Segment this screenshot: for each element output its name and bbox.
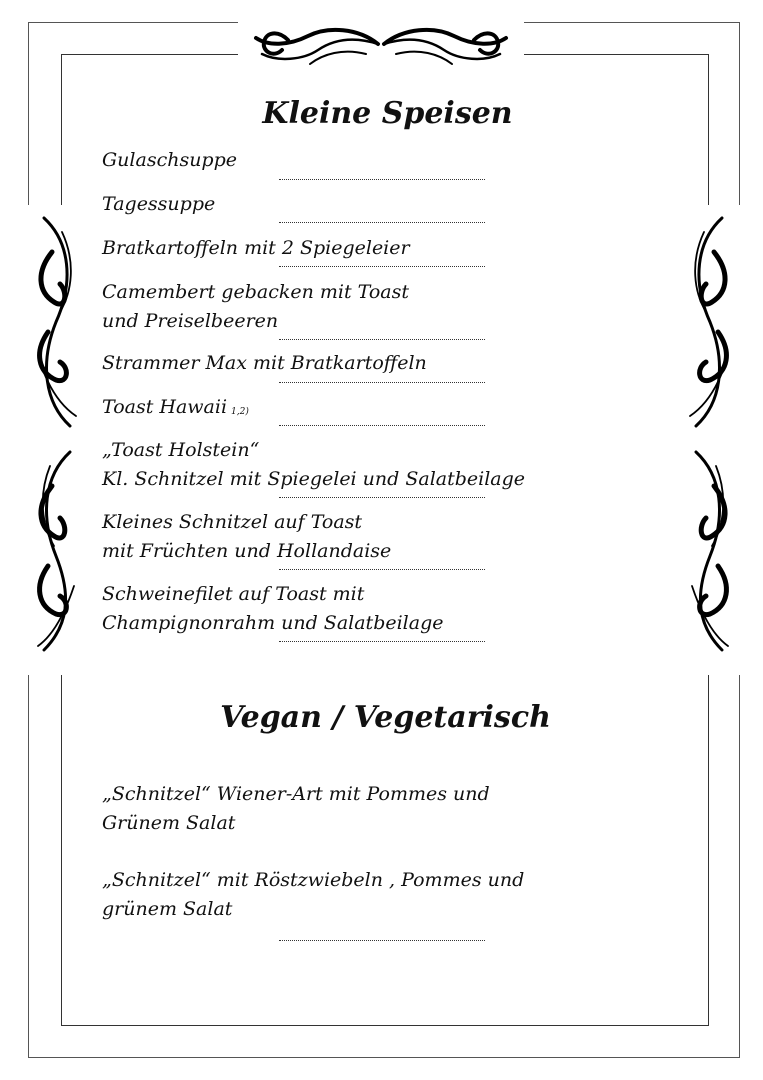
top-flourish-ornament: [248, 24, 514, 72]
price-dotted-line: [279, 179, 485, 180]
menu-item-camembert: [102, 278, 409, 336]
menu-item-text: Strammer Max mit Bratkartoffeln: [102, 352, 427, 374]
menu-item-text: Bratkartoffeln mit 2 Spiegeleier: [102, 237, 410, 259]
menu-item-kleines-schnitzel: [102, 508, 391, 566]
price-dotted-line: [279, 569, 485, 570]
menu-item-text: Kleines Schnitzel auf Toast: [102, 511, 363, 533]
menu-item-toast-holstein: [102, 436, 525, 494]
price-dotted-line: [279, 497, 485, 498]
menu-item-gulaschsuppe: [102, 146, 237, 175]
menu-item-bratkartoffeln: [102, 234, 410, 263]
allergen-note: 1,2): [231, 407, 249, 417]
menu-item-toast-hawaii: [102, 393, 249, 427]
menu-item-text: Gulaschsuppe: [102, 149, 238, 171]
price-dotted-line: [279, 339, 485, 340]
menu-item-text: „Schnitzel“ mit Röstzwiebeln , Pommes und: [102, 869, 525, 891]
menu-item-text: „Schnitzel“ Wiener-Art mit Pommes und: [102, 783, 490, 805]
price-dotted-line: [279, 940, 485, 941]
left-upper-flourish-ornament: [30, 212, 80, 432]
menu-item-text: Kl. Schnitzel mit Spiegelei und Salatbeilage: [102, 468, 526, 490]
menu-item-text: Toast Hawaii: [102, 396, 228, 418]
section-title-kleine-speisen: Kleine Speisen: [262, 96, 513, 131]
menu-item-text: grünem Salat: [102, 898, 233, 920]
menu-item-text: mit Früchten und Hollandaise: [102, 540, 392, 562]
menu-item-schweinefilet: [102, 580, 444, 638]
menu-item-text: Camembert gebacken mit Toast: [102, 281, 409, 303]
right-lower-flourish-ornament: [686, 446, 736, 656]
price-dotted-line: [279, 425, 485, 426]
menu-item-strammer-max: [102, 349, 427, 378]
menu-item-tagessuppe: [102, 190, 215, 219]
menu-item-text: Grünem Salat: [102, 812, 236, 834]
price-dotted-line: [279, 641, 485, 642]
menu-item-vegan-schnitzel-roestzwiebeln: [102, 866, 524, 924]
menu-item-text: Tagessuppe: [102, 193, 216, 215]
price-dotted-line: [279, 382, 485, 383]
left-lower-flourish-ornament: [30, 446, 80, 656]
right-upper-flourish-ornament: [686, 212, 736, 432]
price-dotted-line: [279, 222, 485, 223]
menu-item-vegan-schnitzel-wiener-art: [102, 780, 490, 838]
menu-item-text: „Toast Holstein“: [102, 439, 260, 461]
menu-item-text: Champignonrahm und Salatbeilage: [102, 612, 444, 634]
menu-item-text: Schweinefilet auf Toast mit: [102, 583, 365, 605]
section-title-vegan-vegetarisch: Vegan / Vegetarisch: [220, 700, 551, 735]
price-dotted-line: [279, 266, 485, 267]
menu-item-text: und Preiselbeeren: [102, 310, 279, 332]
